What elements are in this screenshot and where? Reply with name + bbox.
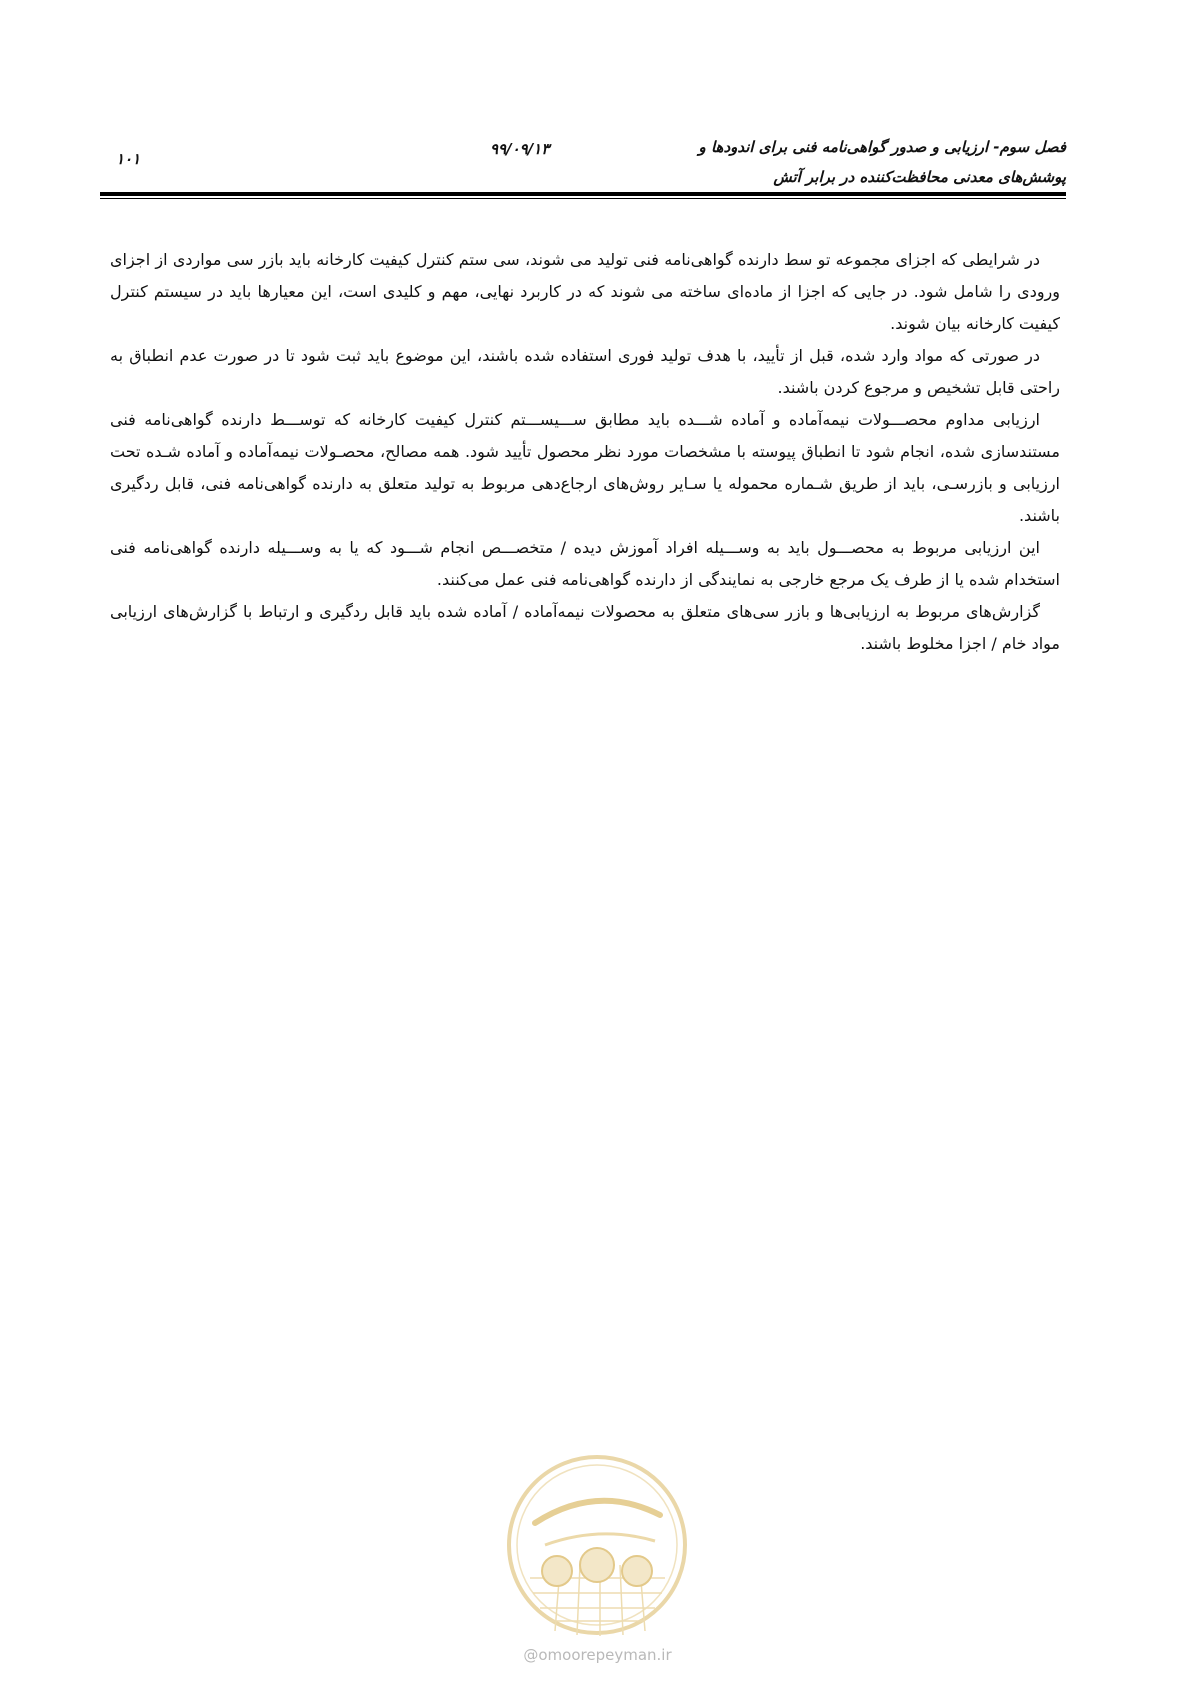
paragraph-3: ارزیابی مداوم محصـــولات نیمه‌آماده و آماده شـــده باید مطابق ســـیســـتم کنترل کیفیت کارخانه که توســـط دارنده گواهی‌نامه فنی مستندسازی شده، انجام شود تا انطباق پیوسته با مشخصات مورد نظر محصول تأیید شود. همه مصالح، محصـولات نیمه‌آماده و آماده شـده تحت ارزیابی و بازرسـی، باید از طریق شـماره محموله یا سـایر روش‌های ارجاع‌دهی مربوط به تولید متعلق به دارنده گواهی‌نامه فنی، قابل ردگیری باشند. bbox=[110, 410, 1060, 525]
header-rule-thick bbox=[100, 192, 1066, 196]
header-rule-thin bbox=[100, 198, 1066, 199]
page-header bbox=[100, 128, 1066, 190]
body-text bbox=[110, 244, 1060, 660]
chapter-title-line1: فصل سوم- ارزیابی و صدور گواهی‌نامه فنی برای اندودها و bbox=[698, 138, 1066, 156]
paragraph-1: در شرایطی که اجزای مجموعه تو سط دارنده گواهی‌نامه فنی تولید می شوند، سی ستم کنترل کیفیت کارخانه باید بازر سی مواردی از اجزای ورودی را شامل شود. در جایی که اجزا از ماده‌ای ساخته می شوند که در کاربرد نهایی، مهم و کلیدی است، این معیارها باید در سیستم کنترل کیفیت کارخانه بیان شوند. bbox=[110, 250, 1060, 333]
watermark-logo bbox=[505, 1453, 690, 1638]
paragraph-5: گزارش‌های مربوط به ارزیابی‌ها و بازر سی‌های متعلق به محصولات نیمه‌آماده / آماده شده باید قابل ردگیری و ارتباط با گزارش‌های ارزیابی مواد خام / اجزا مخلوط باشند. bbox=[110, 602, 1060, 653]
paragraph-2: در صورتی که مواد وارد شده، قبل از تأیید، با هدف تولید فوری استفاده شده باشند، این موضوع باید ثبت شود تا در صورت عدم انطباق به راحتی قابل تشخیص و مرجوع کردن باشند. bbox=[110, 346, 1060, 397]
chapter-title-line2: پوشش‌های معدنی محافظت‌کننده در برابر آتش bbox=[773, 168, 1066, 186]
paragraph-4: این ارزیابی مربوط به محصـــول باید به وســـیله افراد آموزش دیده / متخصـــص انجام شـــود که یا به وســـیله دارنده گواهی‌نامه فنی استخدام شده یا از طرف یک مرجع خارجی به نمایندگی از دارنده گواهی‌نامه فنی عمل می‌کنند. bbox=[110, 538, 1060, 589]
watermark-url: @omoorepeyman.ir bbox=[523, 1646, 672, 1664]
chapter-title bbox=[699, 132, 1067, 192]
header-date: ۹۹/۰۹/۱۳ bbox=[490, 140, 550, 158]
page-number: ۱۰۱ bbox=[116, 150, 141, 168]
